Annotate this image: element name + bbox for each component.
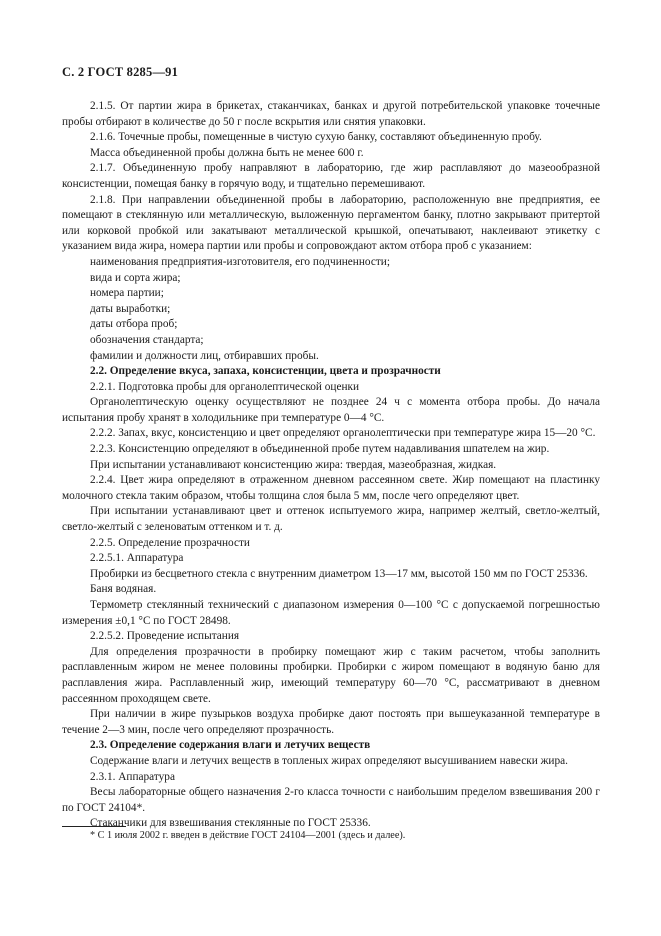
para-2-1-6: 2.1.6. Точечные пробы, помещенные в чистую сухую банку, составляют объединенную пробу.	[90, 131, 542, 144]
para-scales: Весы лабораторные общего назначения 2-го класса точности с наибольшим пределом взвешивания 200 г по ГОСТ 24104*.	[62, 786, 600, 814]
list-item: даты отбора проб;	[90, 318, 178, 331]
para-2-2-5-2: 2.2.5.2. Проведение испытания	[90, 630, 240, 643]
para-bath: Баня водяная.	[90, 583, 157, 596]
list-item: даты выработки;	[90, 302, 171, 315]
para-thermometer: Термометр стеклянный технический с диапазоном измерения 0—100 °С с допускаемой погрешностью измерения ±0,1 °С по ГОСТ 28498.	[62, 599, 600, 627]
footnote: * С 1 июля 2002 г. введен в действие ГОСТ 24104—2001 (здесь и далее).	[90, 830, 406, 841]
para-2-1-8: 2.1.8. При направлении объединенной пробы в лабораторию, расположенную вне предприятия, ее помещают в стеклянную или металлическую, выложенную пергаментом банку, плотно закрывают притертой или корковой пробкой или закатывают металлической крышкой, опечатывают, наклеивают этикетку с указанием вида жира, номера партии или пробы и сопровождают актом отбора проб с указанием:	[62, 193, 600, 253]
para-bubbles: При наличии в жире пузырьков воздуха пробирке дают постоять при вышеуказанной температуре в течение 2—3 мин, после чего определяют прозрачность.	[62, 708, 600, 736]
para-tubes: Пробирки из бесцветного стекла с внутренним диаметром 13—17 мм, высотой 150 мм по ГОСТ 25336.	[90, 567, 588, 580]
para-2-2-3: 2.2.3. Консистенцию определяют в объединенной пробе путем надавливания шпателем на жир.	[90, 443, 550, 456]
para-moisture: Содержание влаги и летучих веществ в топленых жирах определяют высушиванием навески жира.	[90, 754, 568, 767]
para-2-2-2: 2.2.2. Запах, вкус, консистенцию и цвет определяют органолептически при температуре жира 15—20 °С.	[90, 427, 596, 440]
para-organoleptic: Органолептическую оценку осуществляют не позднее 24 ч с момента отбора пробы. До начала испытания пробу хранят в холодильнике при температуре 0—4 °С.	[62, 396, 600, 424]
section-heading-2-3: 2.3. Определение содержания влаги и летучих веществ	[90, 739, 371, 752]
para-consistency: При испытании устанавливают консистенцию жира: твердая, мазеобразная, жидкая.	[90, 458, 497, 471]
para-2-1-7: 2.1.7. Объединенную пробу направляют в лабораторию, где жир расплавляют до мазеообразной консистенции, помещая банку в горячую воду, и тщательно перемешивают.	[62, 162, 600, 190]
para-2-3-1: 2.3.1. Аппаратура	[90, 770, 175, 783]
list-item: номера партии;	[90, 287, 164, 300]
document-body	[62, 99, 600, 832]
para-2-2-4: 2.2.4. Цвет жира определяют в отраженном дневном рассеянном свете. Жир помещают на пластинку молочного стекла таким образом, чтобы толщина слоя была 5 мм, после чего определяют цвет.	[62, 474, 600, 502]
list-item: вида и сорта жира;	[90, 271, 181, 284]
para-transparency-procedure: Для определения прозрачности в пробирку помещают жир с таким расчетом, чтобы заполнить расплавленным жиром не менее половины пробирки. Пробирки с жиром помещают в водяную баню для расплавления жира. Расплавленный жир, имеющий температуру 60—70 °С, рассматривают в дневном рассеянном проходящем свете.	[62, 645, 600, 705]
para-2-1-5: 2.1.5. От партии жира в брикетах, стаканчиках, банках и другой потребительской упаковке точечные пробы отбирают в количестве до 50 г после вскрытия или снятия упаковки.	[62, 100, 600, 128]
list-item: обозначения стандарта;	[90, 333, 204, 346]
para-2-2-1: 2.2.1. Подготовка пробы для органолептической оценки	[90, 380, 360, 393]
para-2-2-5: 2.2.5. Определение прозрачности	[90, 536, 250, 549]
section-heading-2-2: 2.2. Определение вкуса, запаха, консистенции, цвета и прозрачности	[90, 365, 441, 378]
para-weighing-cups: Стаканчики для взвешивания стеклянные по ГОСТ 25336.	[90, 817, 371, 830]
para-2-2-5-1: 2.2.5.1. Аппаратура	[90, 552, 184, 565]
list-item: фамилии и должности лиц, отбиравших пробы.	[90, 349, 319, 362]
para-color: При испытании устанавливают цвет и оттенок испытуемого жира, например желтый, светло-желтый, светло-желтый с зеленоватым оттенком и т. д.	[62, 505, 600, 534]
para-mass: Масса объединенной пробы должна быть не менее 600 г.	[90, 146, 364, 159]
page-header: С. 2 ГОСТ 8285—91	[62, 65, 179, 79]
footnote-divider	[62, 826, 126, 827]
list-item: наименования предприятия-изготовителя, его подчиненности;	[90, 255, 390, 268]
